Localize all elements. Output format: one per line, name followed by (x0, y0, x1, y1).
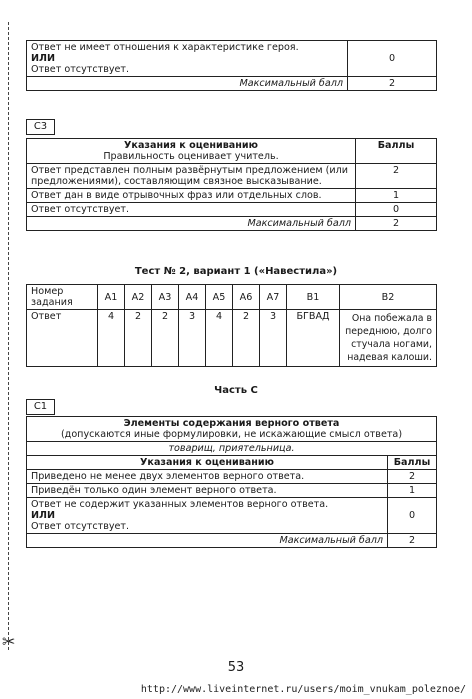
col-header: В2 (340, 285, 437, 310)
c1-label: С1 (26, 399, 55, 415)
c1-row-score: 1 (388, 484, 437, 498)
answer-label: Ответ (27, 310, 98, 367)
c3-max-label: Максимальный балл (27, 217, 356, 231)
top-row-line1: Ответ не имеет отношения к характеристике героя. (31, 42, 299, 53)
answer-cell: 3 (260, 310, 287, 367)
part-c-title: Часть С (214, 385, 258, 396)
col-header: А1 (98, 285, 125, 310)
c1-elements-sub: (допускаются иные формулировки, не искажающие смысл ответа) (60, 429, 403, 440)
c3-row-text: Ответ отсутствует. (27, 203, 356, 217)
c3-header-sub: Правильность оценивает учитель. (103, 151, 279, 162)
c1-instr-title: Указания к оцениванию (27, 456, 388, 470)
col-header: А3 (152, 285, 179, 310)
header-label: Номер задания (27, 285, 98, 310)
answer-cell: 3 (179, 310, 206, 367)
top-row-score: 0 (348, 41, 437, 77)
col-header: А4 (179, 285, 206, 310)
answer-cell-b2: Она побежала в переднюю, долго стучала ногами, надевая калоши. (340, 310, 437, 367)
c1-row-text: Приведено не менее двух элементов верного ответа. (27, 470, 388, 484)
page-number: 53 (227, 660, 245, 675)
c3-header-points: Баллы (356, 139, 437, 164)
col-header: А5 (206, 285, 233, 310)
c3-label: С3 (26, 119, 55, 135)
answer-cell: 4 (98, 310, 125, 367)
c1-elements-title: Элементы содержания верного ответа (123, 418, 340, 429)
top-max-score: 2 (348, 77, 437, 91)
c3-scoring-table (26, 138, 437, 231)
c1-scoring-table (26, 416, 437, 548)
answer-cell: 2 (125, 310, 152, 367)
c1-row-text: Приведён только один элемент верного ответа. (27, 484, 388, 498)
c1-points-title: Баллы (388, 456, 437, 470)
c3-row-score: 2 (356, 164, 437, 189)
col-header: А7 (260, 285, 287, 310)
c3-max-score: 2 (356, 217, 437, 231)
top-row-criteria (27, 41, 348, 77)
answer-cell: БГВАД (287, 310, 340, 367)
top-scoring-table (26, 40, 437, 91)
c1-elements-header (27, 417, 437, 442)
scissors-icon: ✂ (2, 632, 16, 651)
top-max-label: Максимальный балл (27, 77, 348, 91)
c3-row-score: 1 (356, 189, 437, 203)
answer-cell: 4 (206, 310, 233, 367)
cut-line (8, 22, 9, 650)
c1-max-score: 2 (388, 534, 437, 548)
answer-cell: 2 (152, 310, 179, 367)
c1-last-line1: Ответ не содержит указанных элементов верного ответа. (31, 499, 329, 510)
c3-header-title: Указания к оцениванию (124, 140, 258, 151)
c1-last-score: 0 (388, 498, 437, 534)
top-row-line3: Ответ отсутствует. (31, 64, 130, 75)
col-header: А6 (233, 285, 260, 310)
c1-answer-text: товарищ, приятельница. (27, 442, 437, 456)
c1-last-row (27, 498, 388, 534)
c1-last-or: ИЛИ (31, 510, 56, 521)
c1-last-line3: Ответ отсутствует. (31, 521, 130, 532)
c3-header (27, 139, 356, 164)
c3-row-text: Ответ представлен полным развёрнутым предложением (или предложениями), составляющим связное высказывание. (27, 164, 356, 189)
answer-key-table (26, 284, 437, 367)
c3-row-score: 0 (356, 203, 437, 217)
c1-max-label: Максимальный балл (27, 534, 388, 548)
col-header: А2 (125, 285, 152, 310)
test-title: Тест № 2, вариант 1 («Навестила») (134, 266, 338, 277)
c3-row-text: Ответ дан в виде отрывочных фраз или отдельных слов. (27, 189, 356, 203)
source-url[interactable]: http://www.liveinternet.ru/users/moim_vnukam_poleznoe/ (140, 684, 466, 695)
top-row-or: ИЛИ (31, 53, 56, 64)
answer-cell: 2 (233, 310, 260, 367)
col-header: В1 (287, 285, 340, 310)
c1-row-score: 2 (388, 470, 437, 484)
